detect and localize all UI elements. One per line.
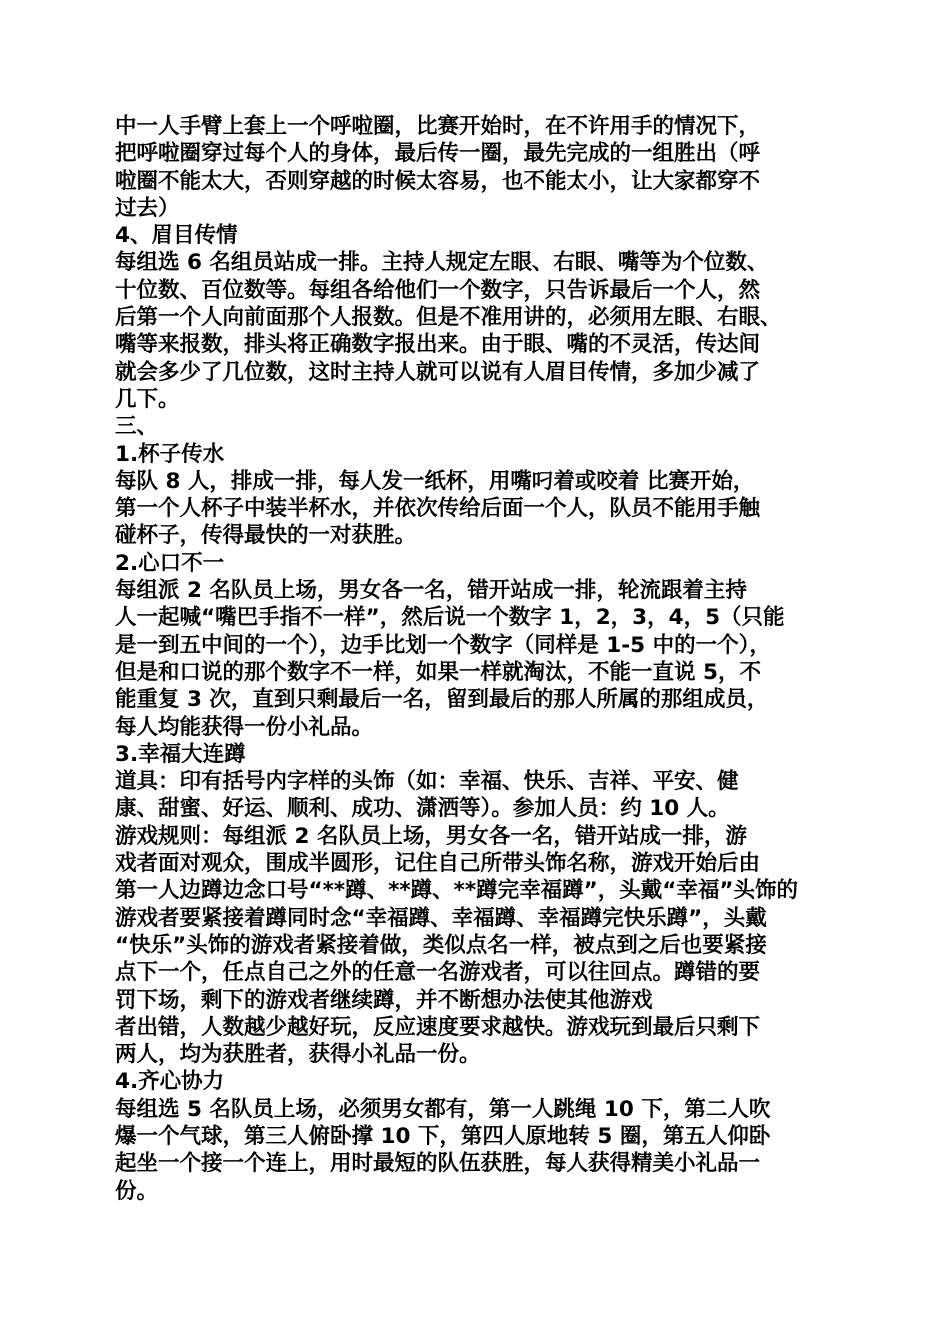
- text-line: 爆一个气球，第三人俯卧撑 10 下，第四人原地转 5 圈，第五人仰卧: [115, 1123, 771, 1149]
- section-heading-qixin-xieli: 4.齐心协力: [115, 1069, 225, 1095]
- text-line: 几下。: [115, 386, 180, 412]
- text-line: 嘴等来报数，排头将正确数字报出来。由于眼、嘴的不灵活，传达间: [115, 332, 761, 358]
- text-line: 人一起喊“嘴巴手指不一样”，然后说一个数字 1，2，3，4，5（只能: [115, 605, 785, 631]
- section-heading-three: 三、: [115, 414, 159, 440]
- text-line: 每队 8 人，排成一排，每人发一纸杯，用嘴叼着或咬着 比赛开始，: [115, 468, 755, 494]
- text-line: 康、甜蜜、好运、顺利、成功、潇洒等）。参加人员：约 10 人。: [115, 796, 730, 822]
- text-line: “快乐”头饰的游戏者紧接着做，类似点名一样，被点到之后也要紧接: [115, 932, 767, 958]
- section-heading-meimu-chuanqing: 4、眉目传情: [115, 223, 238, 249]
- text-line: 罚下场，剩下的游戏者继续蹲，并不断想办法使其他游戏: [115, 987, 653, 1013]
- text-line: 第一人边蹲边念口号“**蹲、**蹲、**蹲完幸福蹲”，头戴“幸福”头饰的: [115, 878, 798, 904]
- text-line: 游戏规则：每组派 2 名队员上场，男女各一名，错开站成一排，游: [115, 823, 747, 849]
- text-line: 就会多少了几位数，这时主持人就可以说有人眉目传情，多加少减了: [115, 359, 761, 385]
- text-line: 每组选 6 名组员站成一排。主持人规定左眼、右眼、嘴等为个位数、: [115, 250, 769, 276]
- text-line: 把呼啦圈穿过每个人的身体，最后传一圈，最先完成的一组胜出（呼: [115, 141, 761, 167]
- section-heading-xingfu-dalian-dun: 3.幸福大连蹲: [115, 741, 246, 767]
- text-line: 后第一个人向前面那个人报数。但是不准用讲的，必须用左眼、右眼、: [115, 305, 782, 331]
- text-line: 碰杯子，传得最快的一对获胜。: [115, 523, 417, 549]
- text-line: 两人，均为获胜者，获得小礼品一份。: [115, 1042, 481, 1068]
- text-line: 十位数、百位数等。每组各给他们一个数字，只告诉最后一个人，然: [115, 277, 761, 303]
- text-line: 每组派 2 名队员上场，男女各一名，错开站成一排，轮流跟着主持: [115, 578, 747, 604]
- section-heading-xinkou-buyi: 2.心口不一: [115, 550, 225, 576]
- text-line: 中一人手臂上套上一个呼啦圈，比赛开始时，在不许用手的情况下，: [115, 114, 761, 139]
- text-line: 能重复 3 次，直到只剩最后一名，留到最后的那人所属的那组成员，: [115, 687, 769, 713]
- text-line: 是一到五中间的一个），边手比划一个数字（同样是 1-5 中的一个），: [115, 632, 771, 658]
- text-line: 者出错，人数越少越好玩，反应速度要求越快。游戏玩到最后只剩下: [115, 1014, 761, 1040]
- text-line: 每人均能获得一份小礼品。: [115, 714, 374, 740]
- text-line: 第一个人杯子中装半杯水，并依次传给后面一个人，队员不能用手触: [115, 496, 761, 522]
- text-line: 道具：印有括号内字样的头饰（如：幸福、快乐、吉祥、平安、健: [115, 769, 739, 795]
- text-line: 每组选 5 名队员上场，必须男女都有，第一人跳绳 10 下，第二人吹: [115, 1096, 771, 1122]
- text-line: 戏者面对观众，围成半圆形，记住自己所带头饰名称，游戏开始后由: [115, 851, 761, 877]
- text-line: 点下一个，任点自己之外的任意一名游戏者，可以往回点。蹲错的要: [115, 960, 761, 986]
- section-heading-beizi-chuanshui: 1.杯子传水: [115, 441, 225, 467]
- text-line: 啦圈不能太大，否则穿越的时候太容易，也不能太小，让大家都穿不: [115, 168, 761, 194]
- text-line: 但是和口说的那个数字不一样，如果一样就淘汰，不能一直说 5，不: [115, 659, 761, 685]
- document-body: [115, 113, 845, 1205]
- text-line: 起坐一个接一个连上，用时最短的队伍获胜，每人获得精美小礼品一: [115, 1151, 761, 1177]
- text-line: 份。: [115, 1178, 159, 1204]
- text-line: 游戏者要紧接着蹲同时念“幸福蹲、幸福蹲、幸福蹲完快乐蹲”，头戴: [115, 905, 767, 931]
- text-line: 过去）: [115, 195, 180, 221]
